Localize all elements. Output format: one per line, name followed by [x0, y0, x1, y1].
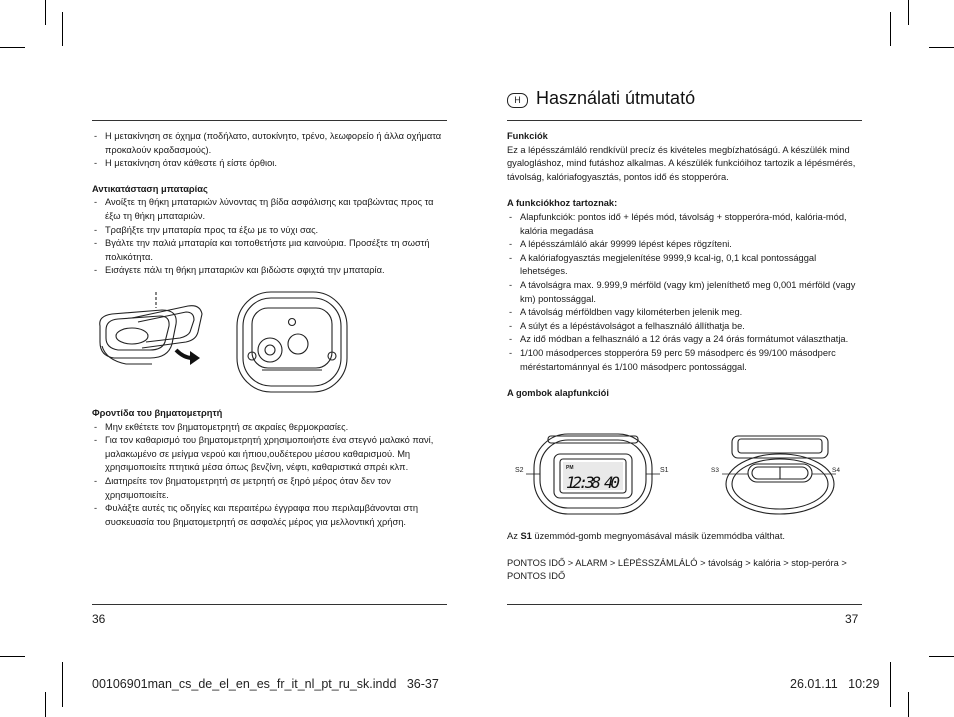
list-item: - 1/100 másodperces stopperóra 59 perc 59 másodperc és 99/100 másodperc méréstartománnyal és 1/100 másodperc pontossággal.	[507, 347, 864, 374]
list-item: - A kalóriafogyasztás megjelenítése 9999,9 kcal-ig, 0,1 kcal pontossággal lehetséges.	[507, 252, 864, 279]
intro-list	[92, 130, 447, 171]
list-item: - Μην εκθέτετε τον βηματομετρητή σε ακραίες θερμοκρασίες.	[92, 421, 447, 435]
list-item: - Βγάλτε την παλιά μπαταρία και τοποθετήστε μια καινούρια. Προσέξτε τη σωστή πολικότητα.	[92, 237, 447, 264]
footer-rule	[92, 604, 447, 605]
crop-mark	[890, 12, 891, 46]
crop-mark	[0, 656, 25, 657]
list-item: - Για τον καθαρισμό του βηματομετρητή χρησιμοποιήστε ένα στεγνό μαλακό πανί, μαλακωμένο σε μείγμα νερού και ήπιου,ουδέτερου μέσου καθαρισμού. Μη χρησιμοποιείτε πτητικά μέσα όπως βενζίνη, νέφτι, καθαριστικά σπρέι κλπ.	[92, 434, 447, 475]
arrow-head-icon	[190, 351, 200, 365]
list-item: - Ανοίξτε τη θήκη μπαταριών λύνοντας τη βίδα ασφάλισης και τραβώντας προς τα έξω τη θήκη μπαταριών.	[92, 196, 447, 223]
page-number-right: 37	[845, 612, 859, 626]
device-back-drawing	[237, 292, 347, 392]
crop-mark	[0, 47, 25, 48]
s3-label: S3	[711, 467, 719, 474]
list-item: - Φυλάξτε αυτές τις οδηγίες και περαιτέρω έγγραφα που περιλαμβάνονται στη συσκευασία του βηματομετρητή σε ασφαλές μέρος για μελλοντική χρήση.	[92, 502, 447, 529]
file-datetime: 26.01.11 10:29	[790, 677, 880, 691]
buttons-heading: A gombok alapfunkciói	[507, 388, 609, 399]
device-top-illustration	[708, 428, 848, 518]
lcd-time: 12:38 40	[566, 473, 620, 492]
crop-mark	[62, 662, 63, 707]
crop-mark	[929, 47, 954, 48]
crop-mark	[62, 12, 63, 46]
battery-heading: Αντικατάσταση μπαταρίας	[92, 183, 208, 194]
s1-text-suffix: üzemmód-gomb megnyomásával másik üzemmódba válthat.	[531, 531, 786, 541]
s1-bold: S1	[520, 531, 532, 541]
list-item: - Διατηρείτε τον βηματομετρητή σε μετρητή σε ξηρό μέρος όταν δεν τον χρησιμοποιείτε.	[92, 475, 447, 502]
s1-label: S1	[660, 467, 669, 474]
left-page-text	[92, 130, 447, 278]
care-heading: Φροντίδα του βηματομετρητή	[92, 408, 223, 418]
list-item: - A távolságra max. 9.999,9 mérföld (vagy km) jeleníthető meg 0,001 mérföld (vagy km) pontossággal.	[507, 279, 864, 306]
modes-section	[507, 530, 864, 584]
functions-heading: Funkciók	[507, 131, 548, 141]
battery-list	[92, 196, 447, 278]
battery-drawer-drawing	[100, 292, 202, 364]
crop-mark	[890, 662, 891, 707]
page-title: Használati útmutató	[536, 88, 696, 108]
footer-rule	[507, 604, 862, 605]
lcd-pm-label: PM	[566, 465, 574, 471]
arrow-icon	[176, 350, 192, 358]
s4-label: S4	[832, 467, 840, 474]
crop-mark	[45, 692, 46, 717]
features-list	[507, 211, 864, 374]
list-item: - Alapfunkciók: pontos idő + lépés mód, távolság + stopperóra-mód, kalória-mód, kalória megadása	[507, 211, 864, 238]
page-number-left: 36	[92, 612, 106, 626]
list-item: - A lépésszámláló akár 99999 lépést képes rögzíteni.	[507, 238, 864, 252]
crop-mark	[45, 0, 46, 25]
s1-text-prefix: Az	[507, 531, 521, 541]
list-item: - A súlyt és a lépéstávolságot a felhasználó állíthatja be.	[507, 320, 864, 334]
device-front-illustration	[512, 428, 677, 518]
s1-instruction	[507, 530, 864, 544]
list-item: - A távolság mérföldben vagy kilométerben jelenik meg.	[507, 306, 864, 320]
crop-mark	[929, 656, 954, 657]
mode-sequence: PONTOS IDŐ > ALARM > LÉPÉSSZÁMLÁLÓ > távolság > kalória > stop-peróra > PONTOS IDŐ	[507, 557, 847, 582]
header-rule	[92, 120, 447, 121]
features-heading: A funkciókhoz tartoznak:	[507, 198, 618, 209]
file-slug: 00106901man_cs_de_el_en_es_fr_it_nl_pt_ru_sk.indd 36-37	[92, 677, 439, 691]
list-item: - Az idő módban a felhasználó a 12 órás vagy a 24 órás formátumot választhatja.	[507, 333, 864, 347]
functions-paragraph: Ez a lépésszámláló rendkívül precíz és kivételes megbízhatóságú. A készülék mind gyalogláshoz, mind futáshoz alkalmas. A készülék funkcióihoz tartozik a lépésmérés, távolság, kalóriafogyasztás, pontos idő és stopperóra.	[507, 144, 856, 182]
care-section	[92, 407, 447, 529]
crop-mark	[908, 692, 909, 717]
language-badge-icon: H	[507, 93, 528, 108]
s2-label: S2	[515, 467, 524, 474]
list-item: - Εισάγετε πάλι τη θήκη μπαταριών και βιδώστε σφιχτά την μπαταρία.	[92, 264, 447, 278]
header-rule	[507, 120, 862, 121]
list-item: - Η μετακίνηση σε όχημα (ποδήλατο, αυτοκίνητο, τρένο, λεωφορείο ή άλλα οχήματα προκαλούν κραδασμούς).	[92, 130, 447, 157]
care-list	[92, 421, 447, 530]
crop-mark	[908, 0, 909, 25]
list-item: - Τραβήξτε την μπαταρία προς τα έξω με το νύχι σας.	[92, 224, 447, 238]
battery-illustration	[92, 286, 352, 396]
list-item: - Η μετακίνηση όταν κάθεστε ή είστε όρθιοι.	[92, 157, 447, 171]
right-page-text	[507, 130, 864, 401]
